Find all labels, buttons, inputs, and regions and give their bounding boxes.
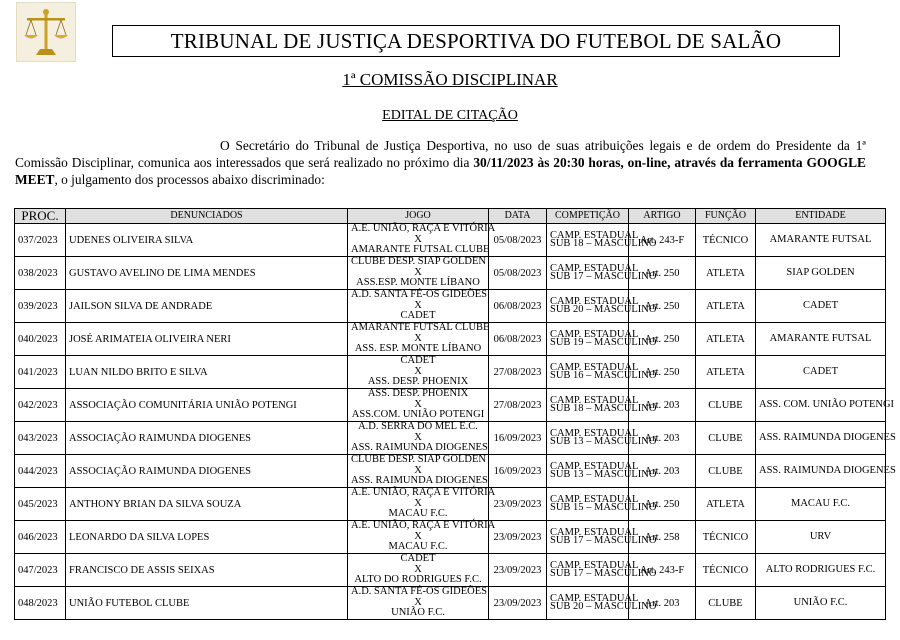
comp-name: CAMP. ESTADUAL — [550, 526, 639, 538]
cell-artigo: Art. 203 — [629, 389, 696, 422]
cell-jogo — [348, 520, 496, 554]
cell-denunciado: UNIÃO FUTEBOL CLUBE — [66, 587, 348, 620]
jogo-versus: X — [414, 563, 422, 575]
cell-artigo: Art. 250 — [629, 290, 696, 323]
jogo-home: A.E. UNIÃO, RAÇA E VITÓRIA — [351, 520, 496, 532]
notice-paragraph — [15, 137, 866, 188]
comp-category: SUB 17 – MASCULINO — [550, 568, 657, 579]
cell-proc: 044/2023 — [15, 455, 66, 488]
jogo-home: AMARANTE FUTSAL CLUBE — [351, 322, 490, 334]
jogo-versus: X — [414, 497, 422, 509]
cell-funcao: CLUBE — [696, 587, 756, 620]
jogo-versus: X — [414, 266, 422, 278]
cell-jogo — [348, 587, 489, 620]
cell-entidade: URV — [756, 521, 886, 554]
cell-denunciado: ASSOCIAÇÃO RAIMUNDA DIOGENES — [66, 422, 348, 455]
comp-category: SUB 13 – MASCULINO — [550, 469, 657, 480]
table-row — [15, 224, 886, 257]
cell-funcao: ATLETA — [696, 488, 756, 521]
cell-funcao: TÉCNICO — [696, 521, 756, 554]
cell-competicao — [547, 323, 657, 356]
cell-jogo — [348, 356, 489, 389]
comp-category: SUB 20 – MASCULINO — [550, 601, 657, 612]
cell-data: 05/08/2023 — [489, 224, 547, 257]
table-row — [15, 257, 886, 290]
cell-artigo: Art. 250 — [629, 323, 696, 356]
jogo-home: A.D. SERRA DO MEL E.C. — [358, 421, 478, 433]
cell-entidade: AMARANTE FUTSAL — [756, 323, 886, 356]
cell-proc: 043/2023 — [15, 422, 66, 455]
comp-name: CAMP. ESTADUAL — [550, 328, 639, 340]
jogo-versus: X — [414, 596, 422, 608]
table-header-row — [15, 209, 886, 224]
cell-competicao — [547, 554, 657, 587]
jogo-away: ASS.ESP. MONTE LÍBANO — [356, 277, 480, 289]
jogo-away: ASS. ESP. MONTE LÍBANO — [354, 343, 482, 355]
jogo-home: CLUBE DESP. SIAP GOLDEN — [351, 454, 486, 466]
cell-funcao: CLUBE — [696, 422, 756, 455]
col-header-artigo: ARTIGO — [629, 209, 696, 224]
comp-name: CAMP. ESTADUAL — [550, 295, 639, 307]
comp-name: CAMP. ESTADUAL — [550, 427, 639, 439]
cell-denunciado: JAILSON SILVA DE ANDRADE — [66, 290, 348, 323]
cell-denunciado: ASSOCIAÇÃO COMUNITÁRIA UNIÃO POTENGI — [66, 389, 348, 422]
cell-denunciado: UDENES OLIVEIRA SILVA — [66, 224, 348, 257]
comp-name: CAMP. ESTADUAL — [550, 592, 639, 604]
cell-funcao: TÉCNICO — [696, 224, 756, 257]
cell-data: 27/08/2023 — [489, 389, 547, 422]
cell-artigo: Art. 250 — [629, 356, 696, 389]
jogo-versus: X — [414, 299, 422, 311]
jogo-versus: X — [414, 431, 422, 443]
cell-competicao — [547, 290, 657, 323]
cell-entidade: ASS. COM. UNIÃO POTENGI — [756, 389, 886, 422]
cell-competicao — [547, 257, 657, 290]
jogo-versus: X — [414, 332, 422, 344]
cell-artigo: Art. 250 — [629, 488, 696, 521]
jogo-away: ASS. RAIMUNDA DIOGENES — [351, 475, 488, 487]
cell-artigo: Art. 203 — [629, 587, 696, 620]
comp-category: SUB 15 – MASCULINO — [550, 502, 657, 513]
jogo-away: UNIÃO F.C. — [391, 607, 445, 619]
edital-heading: EDITAL DE CITAÇÃO — [382, 108, 518, 123]
cell-entidade: MACAU F.C. — [756, 488, 886, 521]
jogo-away: ASS. RAIMUNDA DIOGENES — [351, 442, 488, 454]
comp-name: CAMP. ESTADUAL — [550, 394, 639, 406]
cell-denunciado: ANTHONY BRIAN DA SILVA SOUZA — [66, 488, 348, 521]
cell-proc: 042/2023 — [15, 389, 66, 422]
cell-competicao — [547, 422, 657, 455]
page-title: TRIBUNAL DE JUSTIÇA DESPORTIVA DO FUTEBOL DE SALÃO — [112, 25, 840, 57]
cell-data: 16/09/2023 — [489, 422, 547, 455]
cell-proc: 041/2023 — [15, 356, 66, 389]
notice-date-bold: 30/11/2023 às 20:30 horas, on-line, através da ferramenta GOOGLE MEET — [15, 155, 866, 187]
cell-data: 05/08/2023 — [489, 257, 547, 290]
cell-funcao: TÉCNICO — [696, 554, 756, 587]
table-row — [15, 488, 886, 521]
jogo-away: ALTO DO RODRIGUES F.C. — [354, 574, 482, 586]
jogo-versus: X — [414, 530, 422, 542]
jogo-away: MACAU F.C. — [388, 508, 448, 520]
col-header-competicao: COMPETIÇÃO — [547, 209, 629, 224]
cell-artigo: Art. 243-F — [629, 554, 696, 587]
jogo-away: AMARANTE FUTSAL CLUBE — [351, 244, 490, 256]
cell-jogo — [348, 323, 489, 356]
cell-funcao: ATLETA — [696, 356, 756, 389]
cell-funcao: CLUBE — [696, 455, 756, 488]
cell-denunciado: GUSTAVO AVELINO DE LIMA MENDES — [66, 257, 348, 290]
table-row — [15, 389, 886, 422]
cell-data: 06/08/2023 — [489, 323, 547, 356]
table-row — [15, 323, 886, 356]
cell-jogo — [348, 290, 489, 323]
cell-artigo: Art. 243-F — [629, 224, 696, 257]
cell-funcao: ATLETA — [696, 323, 756, 356]
cell-denunciado: JOSÉ ARIMATEIA OLIVEIRA NERI — [66, 323, 348, 356]
col-header-jogo: JOGO — [348, 209, 489, 224]
jogo-home: CADET — [400, 553, 436, 565]
cell-jogo — [348, 257, 489, 290]
col-header-data: DATA — [489, 209, 547, 224]
comp-name: CAMP. ESTADUAL — [550, 229, 639, 241]
jogo-versus: X — [414, 398, 422, 410]
comp-category: SUB 13 – MASCULINO — [550, 436, 657, 447]
cell-competicao — [547, 587, 657, 620]
cell-competicao — [547, 224, 657, 257]
table-row — [15, 422, 886, 455]
table-row — [15, 356, 886, 389]
cell-competicao — [547, 356, 657, 389]
cell-competicao — [547, 389, 657, 422]
table-row — [15, 554, 886, 587]
cell-data: 23/09/2023 — [489, 488, 547, 521]
cell-jogo — [348, 455, 489, 488]
comp-name: CAMP. ESTADUAL — [550, 361, 639, 373]
comp-name: CAMP. ESTADUAL — [550, 460, 639, 472]
process-table — [14, 208, 896, 620]
notice-text-2: , o julgamento dos processos abaixo discriminado: — [54, 172, 325, 187]
cell-competicao — [547, 455, 657, 488]
cell-proc: 038/2023 — [15, 257, 66, 290]
cell-entidade: ALTO RODRIGUES F.C. — [756, 554, 886, 587]
cell-artigo: Art. 250 — [629, 257, 696, 290]
cell-proc: 040/2023 — [15, 323, 66, 356]
cell-artigo: Art. 258 — [629, 521, 696, 554]
cell-jogo — [348, 223, 496, 257]
jogo-away: ASS. DESP. PHOENIX — [367, 376, 469, 388]
comp-category: SUB 19 – MASCULINO — [550, 337, 657, 348]
comp-category: SUB 17 – MASCULINO — [550, 271, 657, 282]
comp-category: SUB 18 – MASCULINO — [550, 238, 657, 249]
jogo-home: A.E. UNIÃO, RAÇA E VITÓRIA — [351, 223, 496, 235]
jogo-versus: X — [414, 233, 422, 245]
jogo-away: CADET — [400, 310, 436, 322]
col-header-funcao: FUNÇÃO — [696, 209, 756, 224]
cell-denunciado: LEONARDO DA SILVA LOPES — [66, 521, 348, 554]
cell-denunciado: LUAN NILDO BRITO E SILVA — [66, 356, 348, 389]
comp-name: CAMP. ESTADUAL — [550, 559, 639, 571]
jogo-versus: X — [414, 464, 422, 476]
cell-jogo — [348, 389, 489, 422]
table-row — [15, 290, 886, 323]
jogo-away: ASS.COM. UNIÃO POTENGI — [351, 409, 485, 421]
cell-jogo — [348, 422, 489, 455]
cell-proc: 048/2023 — [15, 587, 66, 620]
cell-data: 23/09/2023 — [489, 521, 547, 554]
cell-data: 27/08/2023 — [489, 356, 547, 389]
comp-category: SUB 20 – MASCULINO — [550, 304, 657, 315]
jogo-home: ASS. DESP. PHOENIX — [367, 388, 469, 400]
cell-entidade: AMARANTE FUTSAL — [756, 224, 886, 257]
cell-entidade: CADET — [756, 356, 886, 389]
cell-competicao — [547, 488, 657, 521]
notice-text-1: O Secretário do Tribunal de Justiça Desportiva, no uso de suas atribuições legais e de ordem do Presidente da 1ª Comissão Disciplinar, comunica aos interessados que será realizado no próximo dia — [15, 138, 866, 170]
comp-name: CAMP. ESTADUAL — [550, 262, 639, 274]
jogo-home: A.D. SANTA FÉ-OS GIDEÕES — [351, 289, 487, 301]
cell-entidade: ASS. RAIMUNDA DIOGENES — [756, 455, 886, 488]
cell-data: 23/09/2023 — [489, 587, 547, 620]
table-row — [15, 587, 886, 620]
cell-entidade: CADET — [756, 290, 886, 323]
cell-jogo — [348, 487, 496, 521]
cell-proc: 039/2023 — [15, 290, 66, 323]
cell-proc: 047/2023 — [15, 554, 66, 587]
table-row — [15, 455, 886, 488]
cell-proc: 037/2023 — [15, 224, 66, 257]
cell-data: 23/09/2023 — [489, 554, 547, 587]
col-header-entidade: ENTIDADE — [756, 209, 886, 224]
jogo-home: A.E. UNIÃO, RAÇA E VITÓRIA — [351, 487, 496, 499]
jogo-home: CADET — [400, 355, 436, 367]
comp-name: CAMP. ESTADUAL — [550, 493, 639, 505]
jogo-away: MACAU F.C. — [388, 541, 448, 553]
cell-funcao: ATLETA — [696, 257, 756, 290]
scales-of-justice-icon — [16, 2, 76, 62]
cell-proc: 046/2023 — [15, 521, 66, 554]
cell-denunciado: ASSOCIAÇÃO RAIMUNDA DIOGENES — [66, 455, 348, 488]
cell-funcao: ATLETA — [696, 290, 756, 323]
comp-category: SUB 18 – MASCULINO — [550, 403, 657, 414]
col-header-denunciados: DENUNCIADOS — [66, 209, 348, 224]
cell-jogo — [348, 554, 489, 587]
col-header-proc: PROC. — [15, 209, 66, 224]
cell-artigo: Art. 203 — [629, 422, 696, 455]
cell-entidade: ASS. RAIMUNDA DIOGENES — [756, 422, 886, 455]
cell-competicao — [547, 521, 657, 554]
jogo-versus: X — [414, 365, 422, 377]
commission-subtitle: 1ª COMISSÃO DISCIPLINAR — [342, 70, 558, 89]
cell-artigo: Art. 203 — [629, 455, 696, 488]
cell-funcao: CLUBE — [696, 389, 756, 422]
comp-category: SUB 16 – MASCULINO — [550, 370, 657, 381]
cell-data: 16/09/2023 — [489, 455, 547, 488]
jogo-home: A.D. SANTA FÉ-OS GIDEÕES — [351, 586, 487, 598]
cell-entidade: UNIÃO F.C. — [756, 587, 886, 620]
cell-entidade: SIAP GOLDEN — [756, 257, 886, 290]
cell-denunciado: FRANCISCO DE ASSIS SEIXAS — [66, 554, 348, 587]
cell-data: 06/08/2023 — [489, 290, 547, 323]
table-row — [15, 521, 886, 554]
jogo-home: CLUBE DESP. SIAP GOLDEN — [351, 256, 486, 268]
comp-category: SUB 17 – MASCULINO — [550, 535, 657, 546]
cell-proc: 045/2023 — [15, 488, 66, 521]
